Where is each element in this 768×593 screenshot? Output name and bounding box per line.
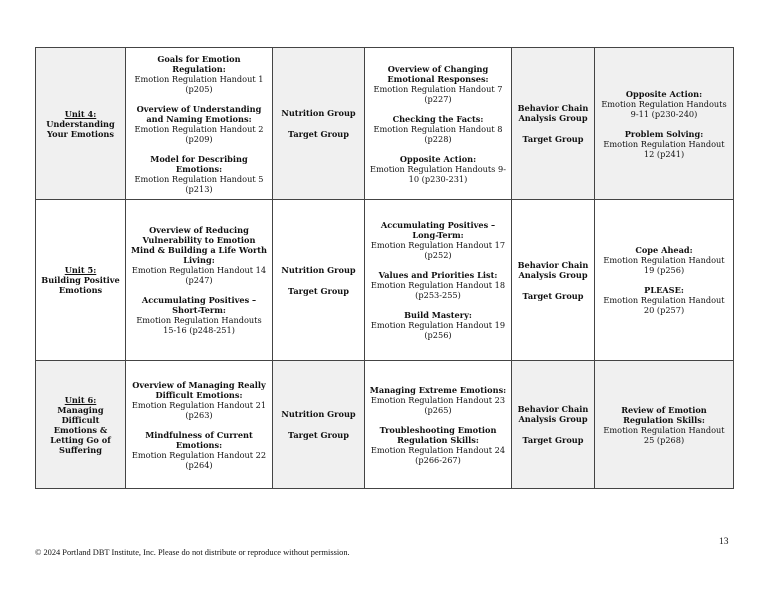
entry-detail: Emotion Regulation Handout 19 (p256) xyxy=(603,255,725,275)
groups-cell xyxy=(273,48,365,200)
entry-title: Managing Extreme Emotions: xyxy=(369,384,507,395)
handouts-cell xyxy=(365,361,512,489)
list-item xyxy=(130,54,268,94)
entry-detail: Emotion Regulation Handout 25 (p268) xyxy=(603,424,725,445)
list-item xyxy=(369,310,507,340)
list-item xyxy=(130,380,268,420)
entry-detail: Emotion Regulation Handout 18 (p253-255) xyxy=(370,280,506,300)
table-row-unit-6 xyxy=(36,361,734,489)
entry-title: Goals for Emotion Regulation: xyxy=(157,53,241,74)
entry-title: Overview of Understanding and Naming Emotions: xyxy=(136,103,262,124)
entry-detail: Emotion Regulation Handouts 15-16 (p248-251) xyxy=(136,315,262,335)
entry-detail: Emotion Regulation Handout 1 (p205) xyxy=(134,73,264,94)
entry-title: Values and Priorities List: xyxy=(378,270,498,280)
list-item xyxy=(130,225,268,285)
list-item xyxy=(369,64,507,104)
entry-title: Model for Describing Emotions: xyxy=(150,153,248,174)
list-item xyxy=(369,220,507,260)
unit-cell xyxy=(36,361,126,489)
groups-cell xyxy=(273,361,365,489)
entry-title: Mindfulness of Current Emotions: xyxy=(145,429,253,450)
entry-title: Accumulating Positives – Long-Term: xyxy=(380,220,496,240)
group-label: Target Group xyxy=(522,134,584,144)
list-item xyxy=(599,129,729,159)
entry-title: Overview of Managing Really Difficult Emotions: xyxy=(132,379,266,400)
entry-detail: Emotion Regulation Handout 22 (p264) xyxy=(131,449,267,470)
entry-detail: Emotion Regulation Handout 14 (p247) xyxy=(131,265,267,285)
unit-cell xyxy=(36,200,126,361)
groups-cell xyxy=(512,361,595,489)
entry-detail: Emotion Regulation Handout 21 (p263) xyxy=(131,399,267,420)
list-item xyxy=(599,285,729,315)
handouts-cell xyxy=(126,200,273,361)
groups-cell xyxy=(512,48,595,200)
unit-name: Unit 5: xyxy=(64,265,97,275)
entry-title: Overview of Changing Emotional Responses: xyxy=(387,63,489,84)
entry-detail: Emotion Regulation Handout 24 (p266-267) xyxy=(370,444,506,465)
entry-title: Build Mastery: xyxy=(404,310,472,320)
entry-detail: Emotion Regulation Handouts 9-11 (p230-240) xyxy=(601,98,727,119)
list-item xyxy=(369,114,507,144)
handouts-cell xyxy=(365,48,512,200)
list-item xyxy=(369,154,507,184)
table-row-unit-5 xyxy=(36,200,734,361)
list-item xyxy=(130,430,268,470)
list-item xyxy=(369,425,507,465)
handouts-cell xyxy=(126,361,273,489)
list-item xyxy=(130,154,268,194)
entry-detail: Emotion Regulation Handouts 9-10 (p230-231) xyxy=(370,163,506,184)
groups-cell xyxy=(512,200,595,361)
groups-cell xyxy=(273,200,365,361)
entry-detail: Emotion Regulation Handout 2 (p209) xyxy=(134,123,264,144)
page-number: 13 xyxy=(719,537,729,547)
group-label: Target Group xyxy=(288,430,349,440)
list-item xyxy=(130,295,268,335)
handouts-cell xyxy=(595,200,734,361)
unit-name: Unit 4: xyxy=(64,108,97,119)
list-item xyxy=(369,385,507,415)
entry-detail: Emotion Regulation Handout 20 (p257) xyxy=(603,295,725,315)
unit-label: Building Positive Emotions xyxy=(41,275,120,295)
entry-detail: Emotion Regulation Handout 5 (p213) xyxy=(134,173,264,194)
unit-name: Unit 6: xyxy=(64,394,97,405)
handouts-cell xyxy=(126,48,273,200)
entry-title: Checking the Facts: xyxy=(392,113,484,124)
unit-cell xyxy=(36,48,126,200)
unit-label: Understanding Your Emotions xyxy=(46,118,115,139)
entry-title: Problem Solving: xyxy=(624,128,704,139)
entry-title: PLEASE: xyxy=(644,285,684,295)
table-row-unit-4 xyxy=(36,48,734,200)
entry-title: Troubleshooting Emotion Regulation Skills: xyxy=(379,424,497,445)
list-item xyxy=(369,270,507,300)
entry-title: Review of Emotion Regulation Skills: xyxy=(621,404,707,425)
entry-title: Opposite Action: xyxy=(625,88,703,99)
entry-title: Opposite Action: xyxy=(399,153,477,164)
group-label: Nutrition Group xyxy=(281,409,356,419)
list-item xyxy=(599,405,729,445)
entry-detail: Emotion Regulation Handout 17 (p252) xyxy=(370,240,506,260)
group-label: Target Group xyxy=(522,435,584,445)
list-item xyxy=(599,245,729,275)
entry-detail: Emotion Regulation Handout 8 (p228) xyxy=(373,123,503,144)
entry-title: Accumulating Positives – Short-Term: xyxy=(141,295,257,315)
list-item xyxy=(599,89,729,119)
unit-label: Managing Difficult Emotions & Letting Go of Suffering xyxy=(50,404,111,455)
handouts-cell xyxy=(595,48,734,200)
entry-detail: Emotion Regulation Handout 12 (p241) xyxy=(603,138,725,159)
copyright-footer: © 2024 Portland DBT Institute, Inc. Please do not distribute or reproduce without permission. xyxy=(35,548,350,557)
entry-detail: Emotion Regulation Handout 7 (p227) xyxy=(373,83,503,104)
list-item xyxy=(130,104,268,144)
group-label: Target Group xyxy=(288,285,349,296)
entry-detail: Emotion Regulation Handout 23 (p265) xyxy=(370,394,506,415)
schedule-table xyxy=(35,47,734,489)
group-label: Target Group xyxy=(522,290,584,301)
group-label: Nutrition Group xyxy=(281,108,356,118)
entry-title: Overview of Reducing Vulnerability to Emotion Mind & Building a Life Worth Living: xyxy=(130,225,268,265)
handouts-cell xyxy=(595,361,734,489)
entry-detail: Emotion Regulation Handout 19 (p256) xyxy=(370,320,506,340)
group-label: Behavior Chain Analysis Group xyxy=(517,259,589,280)
group-label: Nutrition Group xyxy=(281,264,356,275)
group-label: Target Group xyxy=(288,129,349,139)
group-label: Behavior Chain Analysis Group xyxy=(517,404,589,424)
handouts-cell xyxy=(365,200,512,361)
group-label: Behavior Chain Analysis Group xyxy=(517,103,589,123)
entry-title: Cope Ahead: xyxy=(635,245,693,255)
